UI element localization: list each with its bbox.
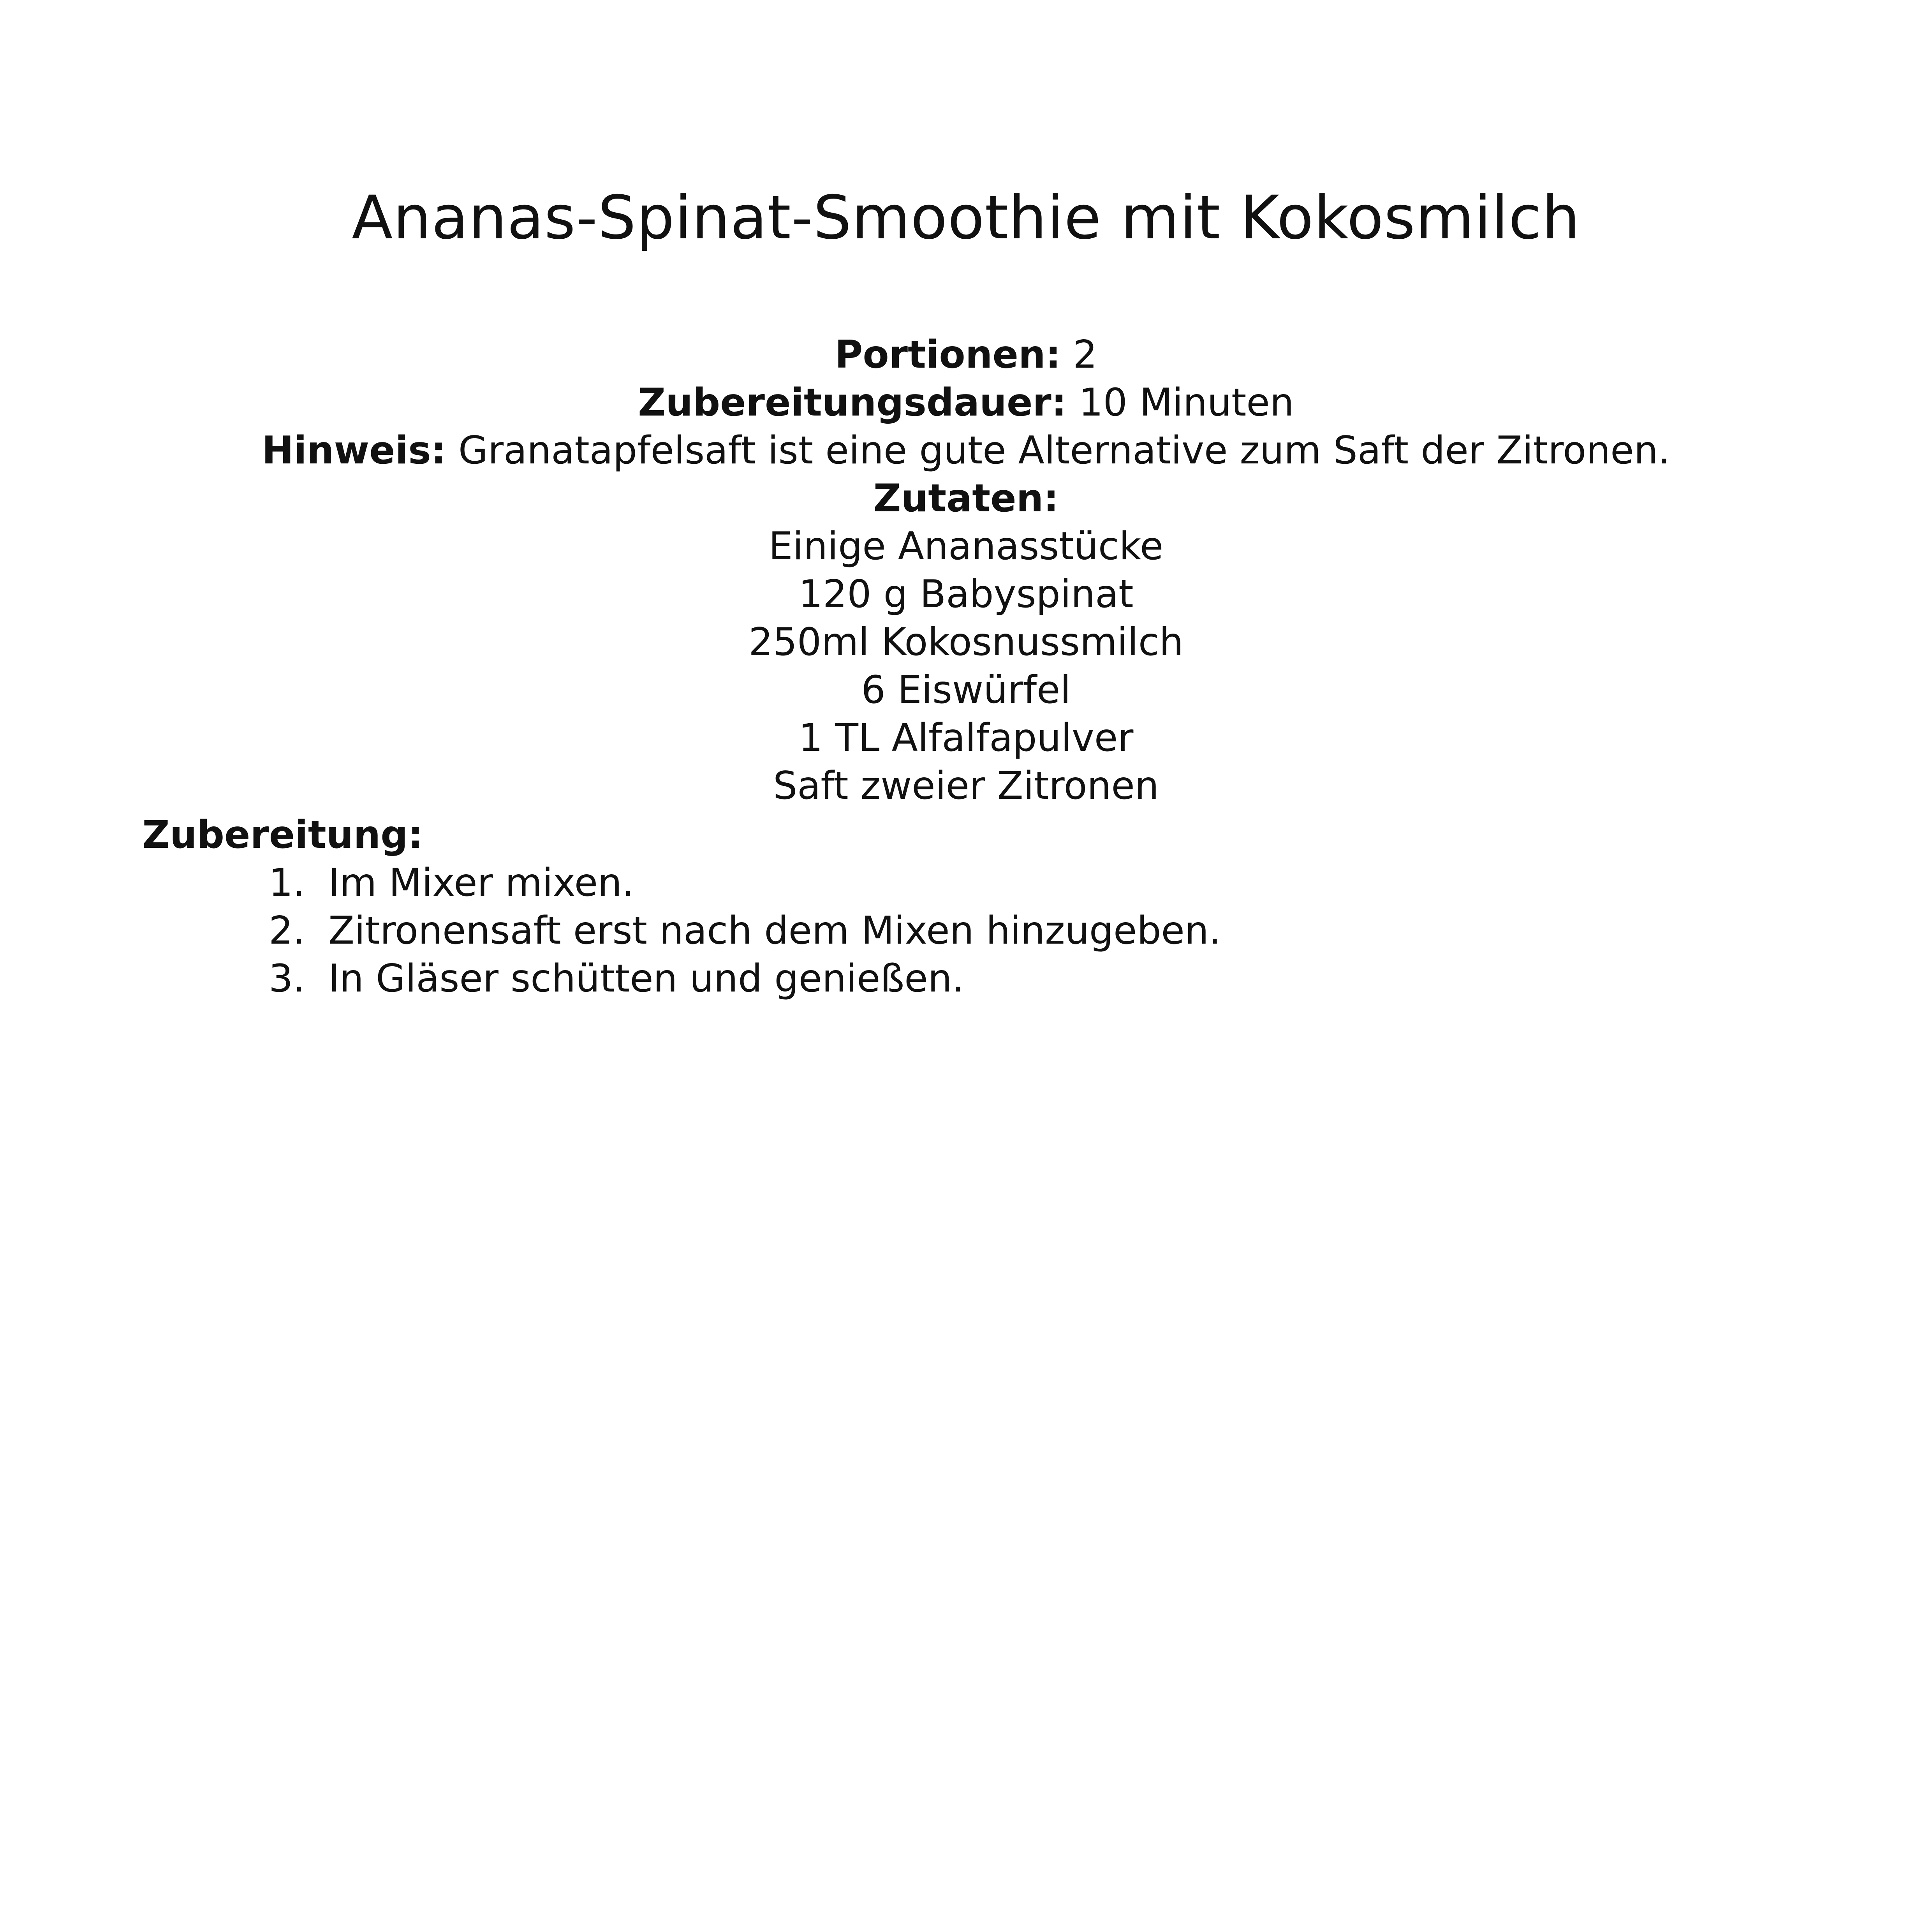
steps-heading: Zubereitung: (142, 813, 423, 857)
step-text: Zitronensaft erst nach dem Mixen hinzugeben. (328, 909, 1221, 953)
ingredient-item: 250ml Kokosnussmilch (748, 620, 1184, 664)
step-text: In Gläser schütten und genießen. (328, 956, 964, 1001)
ingredient-item: Saft zweier Zitronen (773, 764, 1159, 808)
recipe-title: Ananas-Spinat-Smoothie mit Kokosmilch (352, 183, 1580, 253)
step-number: 3. (269, 956, 305, 1001)
ingredient-item: Einige Ananasstücke (768, 524, 1164, 569)
note-label: Hinweis: (262, 428, 446, 473)
ingredient-item: 6 Eiswürfel (861, 668, 1071, 712)
duration-label: Zubereitungsdauer: (638, 380, 1067, 425)
ingredients-heading: Zutaten: (873, 476, 1059, 521)
note-value: Granatapfelsaft ist eine gute Alternative zum Saft der Zitronen. (458, 428, 1670, 473)
ingredient-item: 120 g Babyspinat (798, 572, 1134, 616)
step-number: 2. (269, 909, 305, 953)
step-number: 1. (269, 861, 305, 905)
recipe-meta (0, 331, 1932, 810)
duration-line (0, 379, 1932, 427)
servings-line (0, 331, 1932, 379)
servings-label: Portionen: (835, 333, 1061, 377)
step-text: Im Mixer mixen. (328, 861, 634, 905)
note-line (0, 427, 1932, 475)
ingredient-item: 1 TL Alfalfapulver (798, 716, 1134, 760)
duration-value: 10 Minuten (1079, 380, 1294, 425)
servings-value: 2 (1073, 333, 1097, 377)
